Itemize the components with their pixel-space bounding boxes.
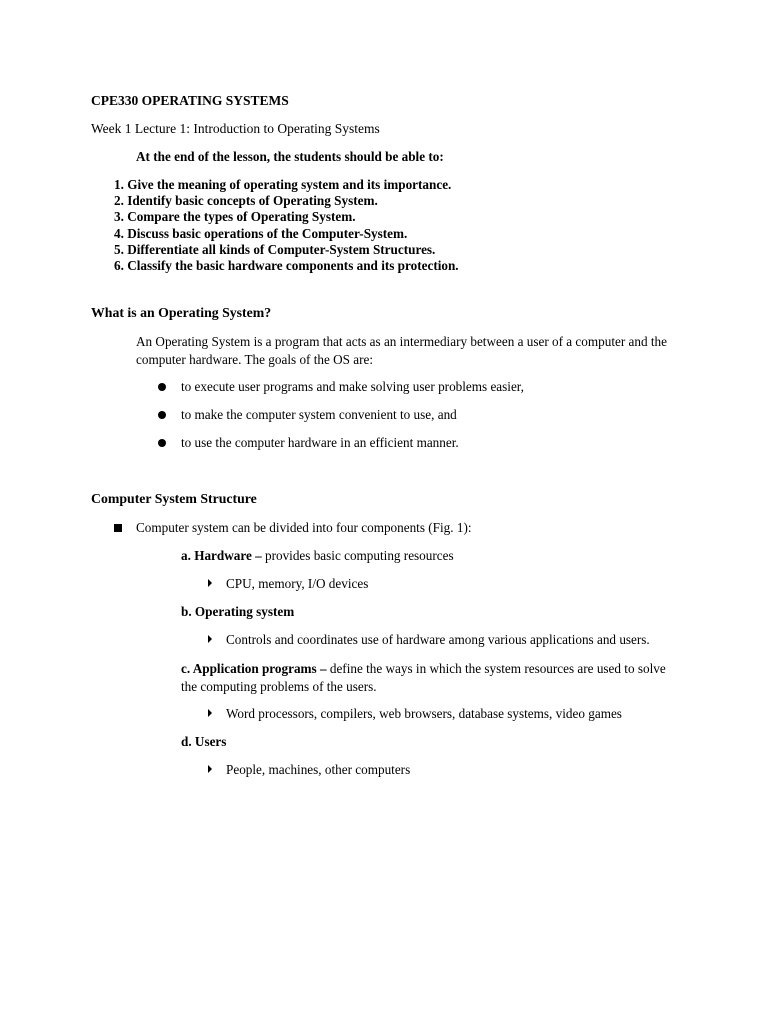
objective-item: 6. Classify the basic hardware components and its protection. <box>114 258 459 274</box>
component-description: provides basic computing resources <box>261 548 454 563</box>
lecture-subtitle: Week 1 Lecture 1: Introduction to Operating Systems <box>91 121 380 136</box>
component-detail-text: People, machines, other computers <box>226 762 411 777</box>
component-detail-text: CPU, memory, I/O devices <box>226 576 369 591</box>
component-label: a. Hardware – <box>181 548 262 563</box>
component-label: d. Users <box>181 734 227 749</box>
goal-text: to use the computer hardware in an efficient manner. <box>181 435 459 450</box>
bullet-dot-icon <box>158 411 166 419</box>
objective-item: 1. Give the meaning of operating system and its importance. <box>114 177 452 192</box>
component-hardware <box>181 548 454 564</box>
triangle-bullet-icon <box>208 765 212 773</box>
square-bullet-icon <box>114 524 122 532</box>
component-users <box>181 734 226 750</box>
bullet-dot-icon <box>158 439 166 447</box>
triangle-bullet-icon <box>208 635 212 643</box>
objective-item: 4. Discuss basic operations of the Computer-System. <box>114 225 408 241</box>
component-label: c. Application programs – <box>181 661 327 676</box>
component-detail-text: Word processors, compilers, web browsers, database systems, video games <box>226 706 622 721</box>
objectives-intro: At the end of the lesson, the students should be able to: <box>136 149 444 164</box>
component-detail-text: Controls and coordinates use of hardware among various applications and users. <box>226 632 650 647</box>
component-application-programs <box>181 660 671 696</box>
triangle-bullet-icon <box>208 709 212 717</box>
section-heading-structure: Computer System Structure <box>91 491 257 506</box>
goal-text: to execute user programs and make solving user problems easier, <box>181 379 524 394</box>
goal-text: to make the computer system convenient to use, and <box>181 407 457 422</box>
structure-intro-text: Computer system can be divided into four components (Fig. 1): <box>136 520 472 535</box>
objectives-list <box>114 177 459 274</box>
os-definition-paragraph: An Operating System is a program that acts as an intermediary between a user of a computer and the computer hardware. The goals of the OS are: <box>136 334 667 367</box>
objective-item: 5. Differentiate all kinds of Computer-System Structures. <box>114 241 436 257</box>
section-heading-os: What is an Operating System? <box>91 305 272 320</box>
bullet-dot-icon <box>158 383 166 391</box>
course-title: CPE330 OPERATING SYSTEMS <box>91 93 289 108</box>
component-description: define the ways in which the system resources are used to solve the computing problems of the users. <box>181 661 666 694</box>
triangle-bullet-icon <box>208 579 212 587</box>
component-label: b. Operating system <box>181 604 295 619</box>
component-operating-system <box>181 604 294 620</box>
objective-item: 3. Compare the types of Operating System. <box>114 209 356 225</box>
objective-item: 2. Identify basic concepts of Operating System. <box>114 193 378 209</box>
